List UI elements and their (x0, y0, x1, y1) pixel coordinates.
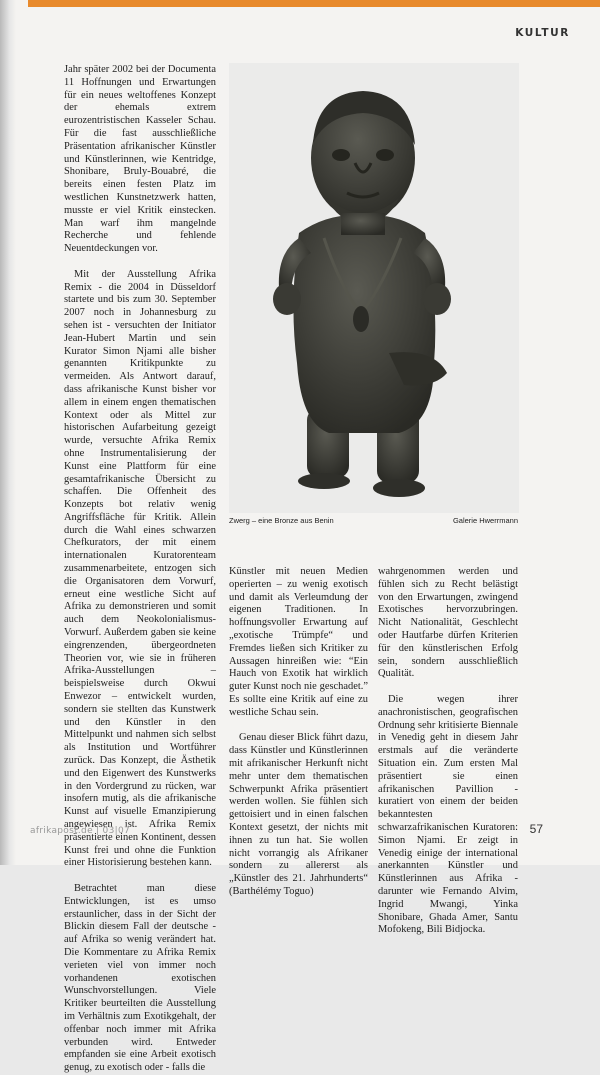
paragraph: Betrachtet man diese Entwicklungen, ist es umso erstaunlicher, dass in der Sicht der Blickin diesem Fall der deutsche - auf Afrika so wenig verändert hat. Die Kommentare zu Afrika Remix verieten viel von immer noch vorhandenen exotischen Wunschvorstellungen. Viele Kritiker beurteilten die Ausstellung im Verhältnis zum Exotikgehalt, der offenbar noch immer mit Afrika verbunden wird. Entweder empfanden sie eine Arbeit exotisch genug, zu exotisch oder - falls die (64, 883, 216, 1074)
publication-footer: afrikapost.de | 03|07 (30, 826, 130, 836)
page-number: 57 (529, 822, 543, 836)
dwarf-bronze-illustration (229, 63, 519, 513)
paragraph: Mit der Ausstellung Afrika Remix - die 2004 in Düsseldorf startete und bis zum 30. September 2007 noch in Johannesburg zu sehen ist - versuchten der Initiator Jean-Hubert Martin und sein Kurator Simon Njami alle bisher genannten Kritikpunkte zu vermeiden. Als Antwort darauf, dass afrikanische Kunst bisher vor allem in einem engen thematischen Kontext oder als Mittel zur historischen Aufarbeitung gezeigt wurde, versuchte Afrika Remix ohne Instrumentalisierung der Kunst eine Plattform für eine gesamtafrikanische Übersicht zu schaffen. Die Offenheit des Konzepts bot relativ wenig Angriffsfläche für Kritik. Allein durch die Wahl eines schwarzen Chefkurators, der mit einem internationalen Kuratorenteam zusammenarbeitete, entzogen sich die Organisatoren dem Vorwurf, erneut eine westliche Sicht auf Afrika zu demonstrieren und somit auch dem Neokolonialismus-Vorwurf. Außerdem gaben sie keine eingrenzenden, übergeordneten Theorien vor, wie sie in früheren Afrika-Ausstellungen – beispielsweise durch Okwui Enwezor – entwickelt wurden, sondern sie stellten das Kunstwerk und den Künstler in den Mittelpunkt und nahmen sich selbst als Institution und Wortführer zurück. Das Konzept, die Ästhetik und den Eigenwert des Kunstwerks in den Vordergrund zu rücken, war insofern mutig, als die afrikanische Kunst auf visuelle Emanzipierung angewiesen ist. Afrika Remix präsentierte einen Kontinent, dessen Kunst frei und ohne die Funktion einer Historisierung bestehen kann. (64, 268, 216, 869)
article-column-right (378, 566, 518, 937)
article-column-middle (229, 566, 368, 899)
paragraph: Die wegen ihrer anachronistischen, geografischen Ordnung sehr kritisierte Biennale in Venedig geht in diesem Jahr erstmals auf die veränderte Situation ein. Zum ersten Mal präsentiert sie einen afrikanischen Pavillion - kuratiert von einem der beiden bekanntesten schwarzafrikanischen Kuratoren: Simon Njami. Er zeigt in Venedig einige der international anerkannten Künstler und Künstlerinnen aus Afrika - darunter wie Fernando Alvim, Ingrid Mwangi, Yinka Shonibare, Ghada Amer, Santu Mofokeng, Bili Bidjocka. (378, 693, 518, 936)
section-label: KULTUR (515, 27, 570, 39)
article-column-left (64, 64, 216, 1075)
accent-bar (28, 0, 600, 7)
paragraph: wahrgenommen werden und fühlen sich zu Recht belästigt von den Erwartungen, zwingend Exotisches hervorzubringen. Nicht Nationalität, Geschlecht oder Hautfarbe dürfen Kriterien für den künstlerischen Erfolg sein, sondern ausschließlich Qualität. (378, 566, 518, 680)
binding-shadow (0, 0, 16, 865)
photo-credit: Galerie Hwerrmann (452, 516, 518, 525)
figure-caption: Zwerg – eine Bronze aus Benin (229, 516, 334, 525)
bronze-figure-photo (229, 63, 519, 513)
paragraph: Künstler mit neuen Medien operierten – zu wenig exotisch und damit als Verleumdung der eigenen Traditionen. In hoffnungsvoller Erwartung auf „exotische Trümpfe“ und Fremdes ließen sich Kritiker zu Aussagen hinreißen wie: “Ein Hauch von Exotik hat wirklich guter Kunst noch nie geschadet.” Es sollte eine Kritik auf eine zu westliche Schau sein. (229, 566, 368, 718)
paragraph: Genau dieser Blick führt dazu, dass Künstler und Künstlerinnen mit afrikanischer Herkunft nicht mehr unter dem thematischen Schwerpunkt Afrika präsentiert werden wollen. Sie fühlen sich gettoisiert und in einen falschen Kontext gesetzt, der nichts mit ihnen zu tun hat. Sie wollen nicht vorrangig als Afrikaner sondern zu allererst als „Künstler des 21. Jahrhunderts“ (Barthélémy Toguo) (229, 732, 368, 897)
paragraph: Jahr später 2002 bei der Documenta 11 Hoffnungen und Erwartungen für ein neues weltoffenes Konzept der ehemals extrem eurozentristischen Kasseler Schau. Für die fast ausschließliche Präsentation afrikanischer Künstler und Künstlerinnen, wie Kentridge, Shonibare, Bruly-Bouabré, die bereits einen festen Platz im westlichen Kunstnetzwerk hatten, musste er viel Kritik einstecken. Man warf ihm mangelnde Recherche und fehlende Neuentdeckungen vor. (64, 64, 216, 255)
